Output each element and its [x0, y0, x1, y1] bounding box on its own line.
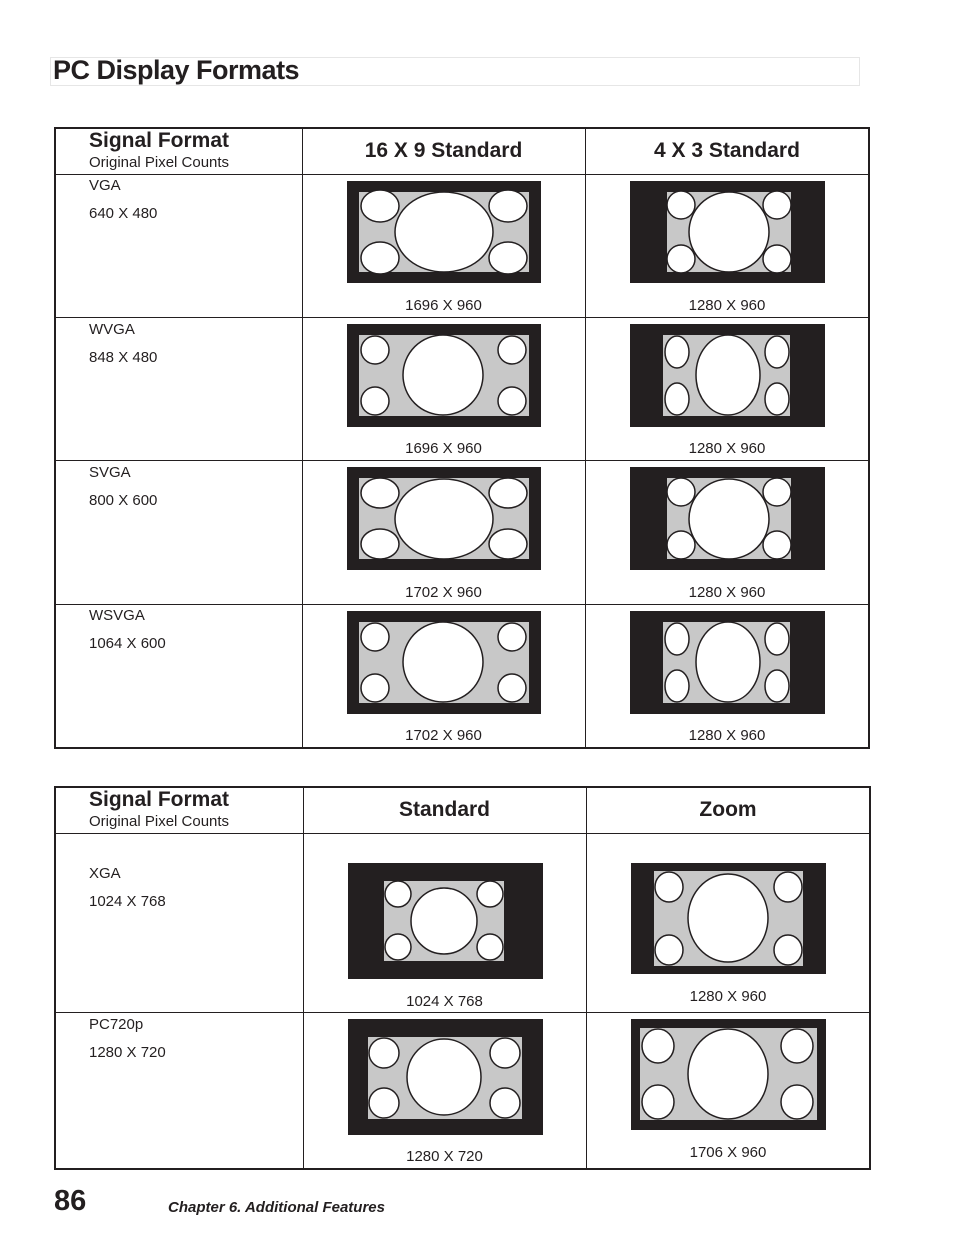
display-format-diagram [630, 181, 825, 283]
signal-resolution: 800 X 600 [89, 492, 158, 509]
display-format-diagram [347, 467, 541, 570]
display-format-diagram [348, 1019, 543, 1135]
signal-name: WVGA [89, 321, 135, 338]
column-divider [303, 786, 304, 1170]
row-divider [54, 460, 870, 461]
column-heading-16x9-standard: 16 X 9 Standard [364, 139, 523, 162]
chapter-footer: Chapter 6. Additional Features [168, 1199, 385, 1216]
row-divider [54, 174, 870, 175]
output-resolution: 1696 X 960 [405, 440, 482, 457]
row-divider [54, 833, 871, 834]
signal-resolution: 848 X 480 [89, 349, 158, 366]
column-divider [302, 127, 303, 749]
row-divider [54, 317, 870, 318]
signal-resolution: 1280 X 720 [89, 1044, 166, 1061]
display-format-diagram [630, 467, 825, 570]
column-divider [585, 127, 586, 749]
title-bar [50, 57, 860, 86]
output-resolution: 1280 X 960 [688, 440, 766, 457]
signal-resolution: 1064 X 600 [89, 635, 166, 652]
output-resolution: 1024 X 768 [406, 993, 483, 1010]
display-format-diagram [631, 1019, 826, 1130]
page-title: PC Display Formats [53, 55, 300, 85]
display-format-diagram [347, 181, 541, 283]
output-resolution: 1702 X 960 [405, 727, 482, 744]
signal-name: PC720p [89, 1016, 144, 1033]
display-format-diagram [347, 611, 541, 714]
row-divider [54, 1012, 871, 1013]
column-heading-4x3-standard: 4 X 3 Standard [654, 139, 800, 162]
display-format-diagram [631, 863, 826, 974]
display-format-diagram [348, 863, 543, 979]
column-heading-standard: Standard [398, 798, 490, 821]
display-format-diagram [630, 324, 825, 427]
output-resolution: 1280 X 960 [688, 584, 766, 601]
output-resolution: 1702 X 960 [405, 584, 482, 601]
display-format-diagram [347, 324, 541, 427]
signal-name: VGA [89, 177, 121, 194]
signal-name: XGA [89, 865, 121, 882]
signal-format-heading: Signal Format [89, 788, 230, 811]
column-divider [586, 786, 587, 1170]
output-resolution: 1706 X 960 [689, 1144, 767, 1161]
output-resolution: 1280 X 960 [688, 727, 766, 744]
output-resolution: 1696 X 960 [405, 297, 482, 314]
display-format-diagram [630, 611, 825, 714]
output-resolution: 1280 X 960 [688, 297, 766, 314]
pixel-counts-subheading: Original Pixel Counts [89, 154, 230, 171]
page-number: 86 [54, 1185, 87, 1217]
pixel-counts-subheading: Original Pixel Counts [89, 813, 230, 830]
column-heading-zoom: Zoom [699, 798, 757, 821]
output-resolution: 1280 X 720 [406, 1148, 483, 1165]
signal-format-heading: Signal Format [89, 129, 230, 152]
output-resolution: 1280 X 960 [689, 988, 767, 1005]
row-divider [54, 604, 870, 605]
signal-resolution: 640 X 480 [89, 205, 158, 222]
signal-name: SVGA [89, 464, 131, 481]
signal-name: WSVGA [89, 607, 145, 624]
signal-resolution: 1024 X 768 [89, 893, 166, 910]
